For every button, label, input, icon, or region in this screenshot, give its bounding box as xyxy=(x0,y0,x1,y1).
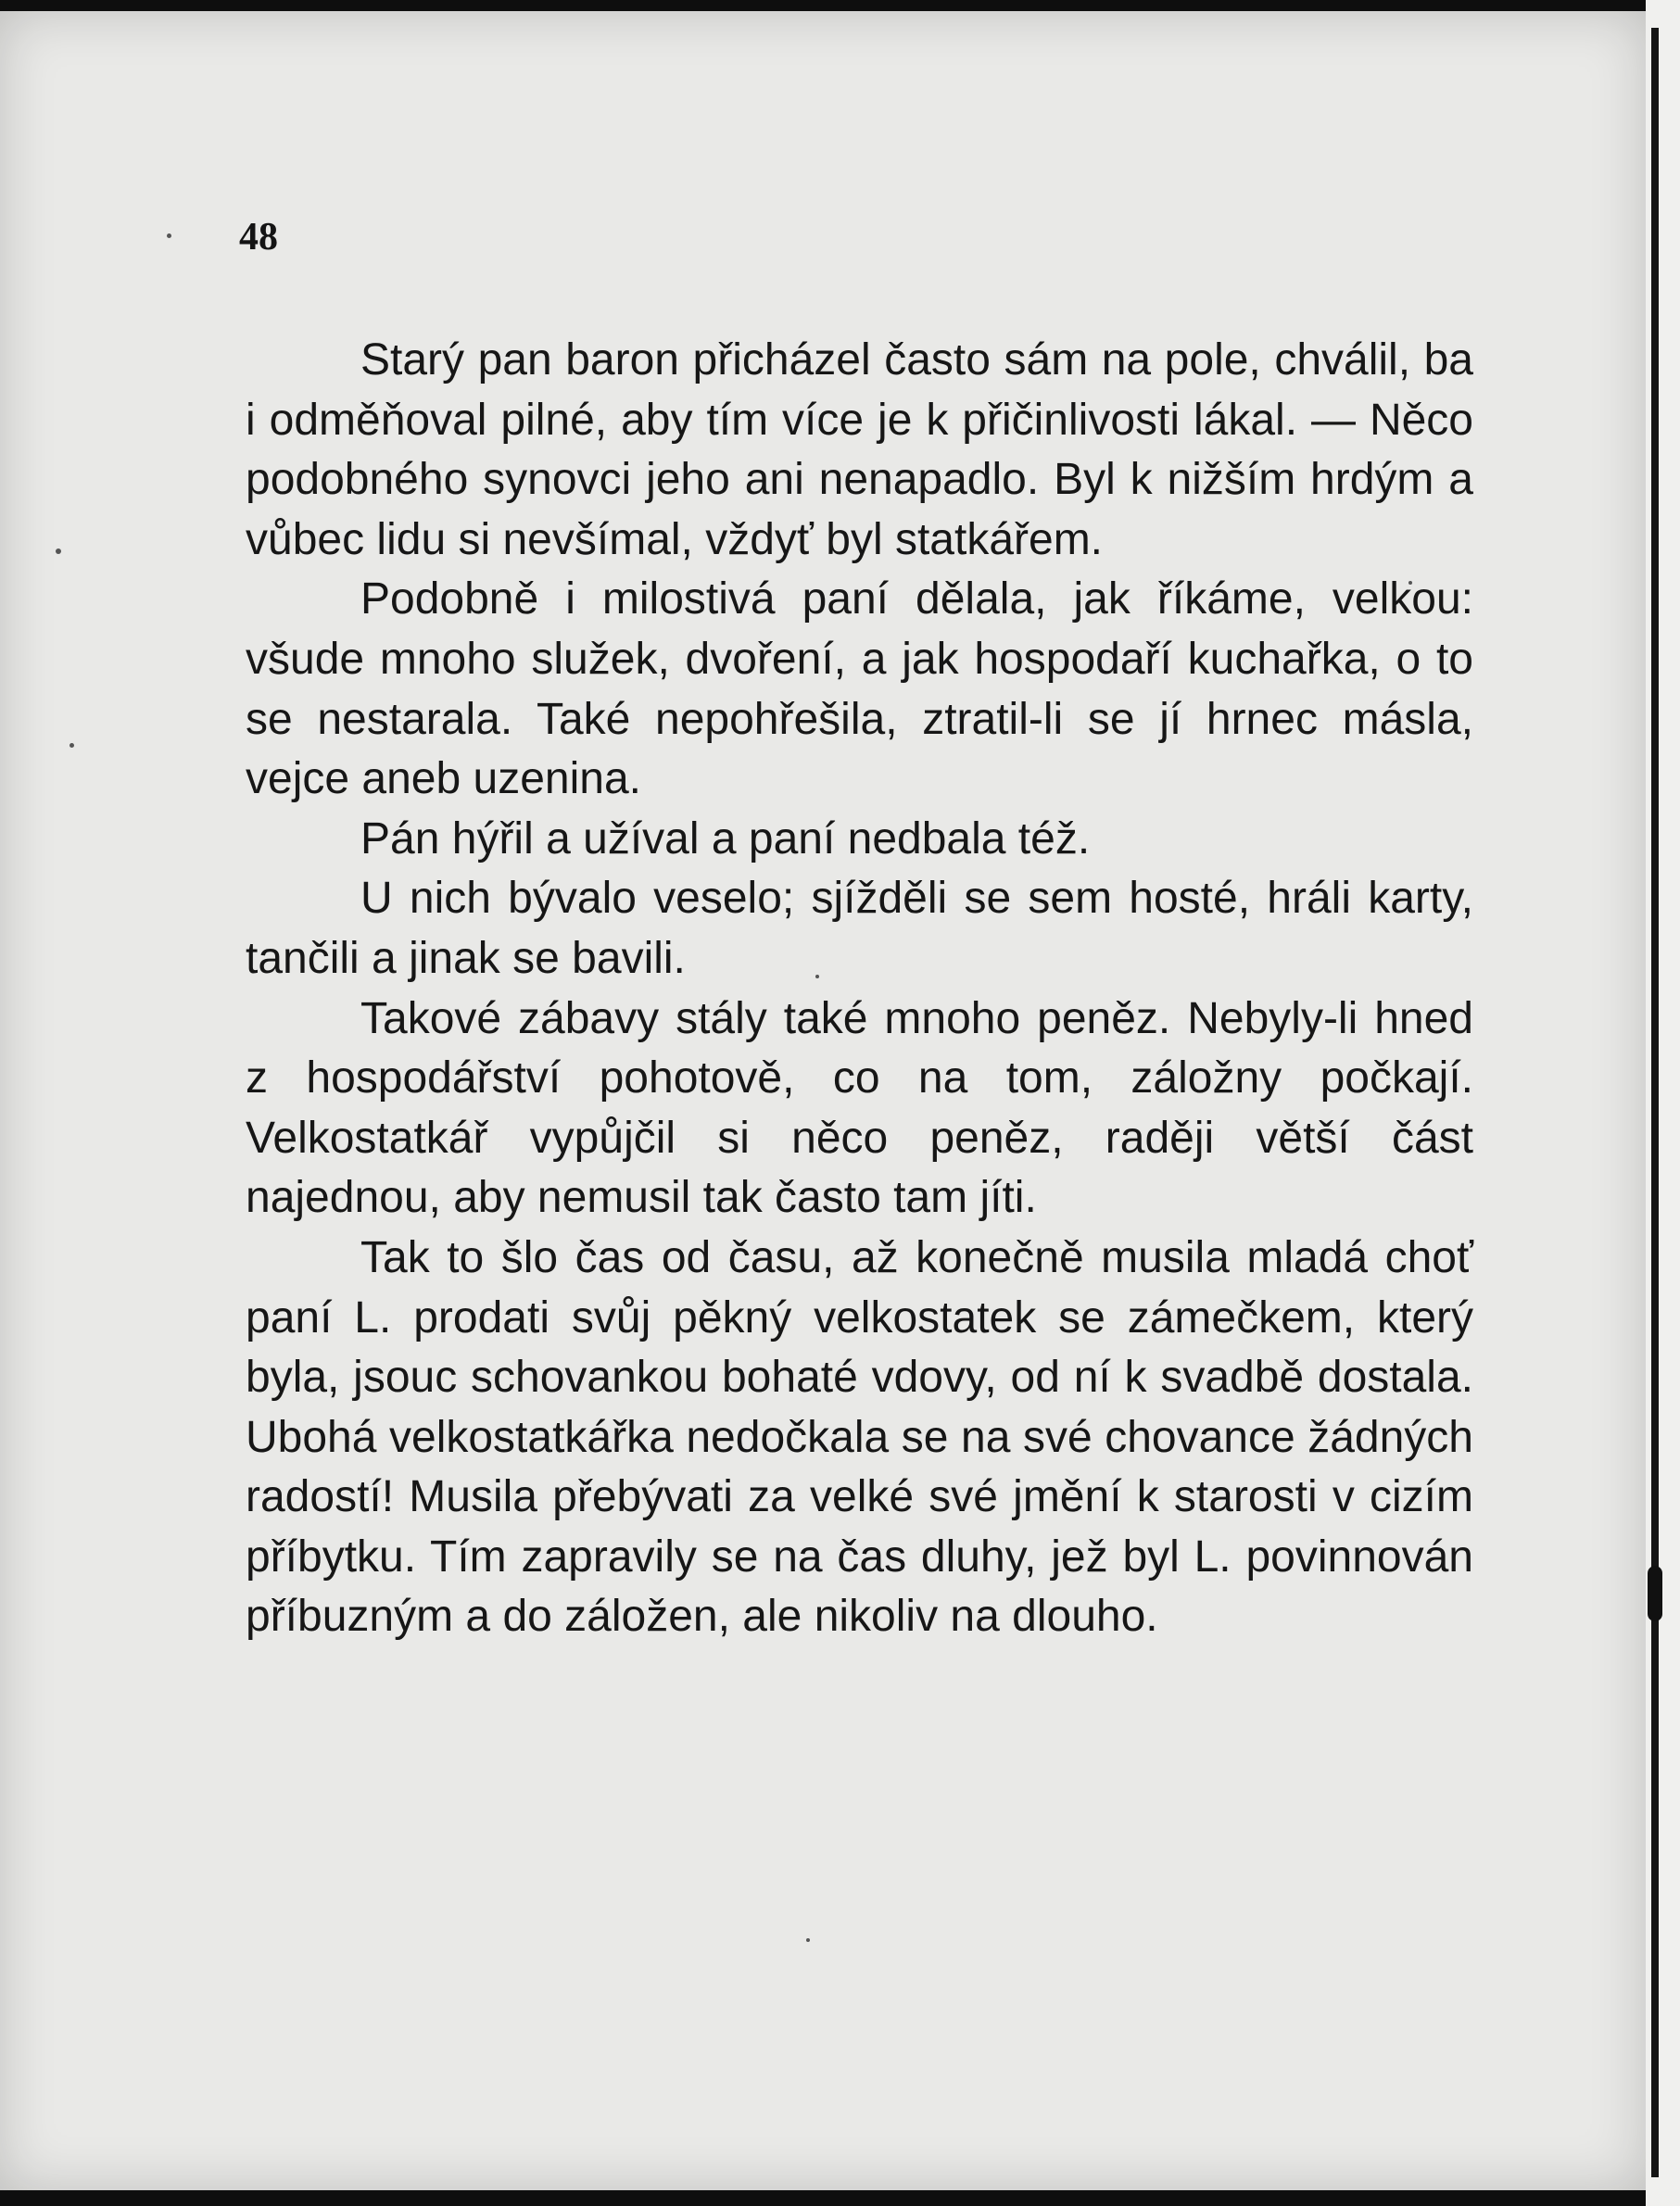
spine-clip xyxy=(1648,1566,1662,1621)
paragraph: Pán hýřil a užíval a paní nedbala též. xyxy=(360,813,1091,863)
paper-speck xyxy=(56,548,61,554)
spine-line xyxy=(1651,28,1659,2177)
paragraph: Tak to šlo čas od času, až konečně musila mladá choť paní L. prodati svůj pěkný velkostatek se zámečkem, který byla, jsouc schovankou bohaté vdovy, od ní k svadbě dostala. Ubohá velkostatkářka nedočkala se na své chovance žádných radostí! Musila přebývati za velké své jmění k starosti v cizím příbytku. Tím zapravily se na čas dluhy, jež byl L. povinnován příbuzným a do záložen, ale nikoliv na dlouho. xyxy=(246,1232,1473,1642)
paragraph: U nich bývalo veselo; sjížděli se sem hosté, hráli karty, tančili a jinak se bavili. xyxy=(246,874,1473,983)
paragraph: Starý pan baron přicházel často sám na pole, chválil, ba i odměňoval pilné, aby tím více je k přičinlivosti lákal. — Něco podobného synovci jeho ani nenapadlo. Byl k nižším hrdým a vůbec lidu si nevšímal, vždyť byl statkářem. xyxy=(246,335,1473,564)
book-page xyxy=(0,11,1646,2190)
paper-speck xyxy=(806,1938,810,1942)
book-spine xyxy=(1646,0,1680,2206)
body-text xyxy=(246,331,1473,1647)
page-number: 48 xyxy=(239,216,278,258)
paper-speck xyxy=(69,743,74,748)
paper-speck xyxy=(167,233,171,238)
paragraph: Podobně i milostivá paní dělala, jak říkáme, velkou: všude mnoho služek, dvoření, a jak hospodaří kuchařka, o to se nestarala. Také nepohřešila, ztratil-li se jí hrnec másla, vejce aneb uzenina. xyxy=(246,574,1473,804)
paragraph: Takové zábavy stály také mnoho peněz. Nebyly-li hned z hospodářství pohotově, co na tom, záložny počkají. Velkostatkář vypůjčil si něco peněz, raději větší část najednou, aby nemusil tak často tam jíti. xyxy=(246,993,1473,1223)
